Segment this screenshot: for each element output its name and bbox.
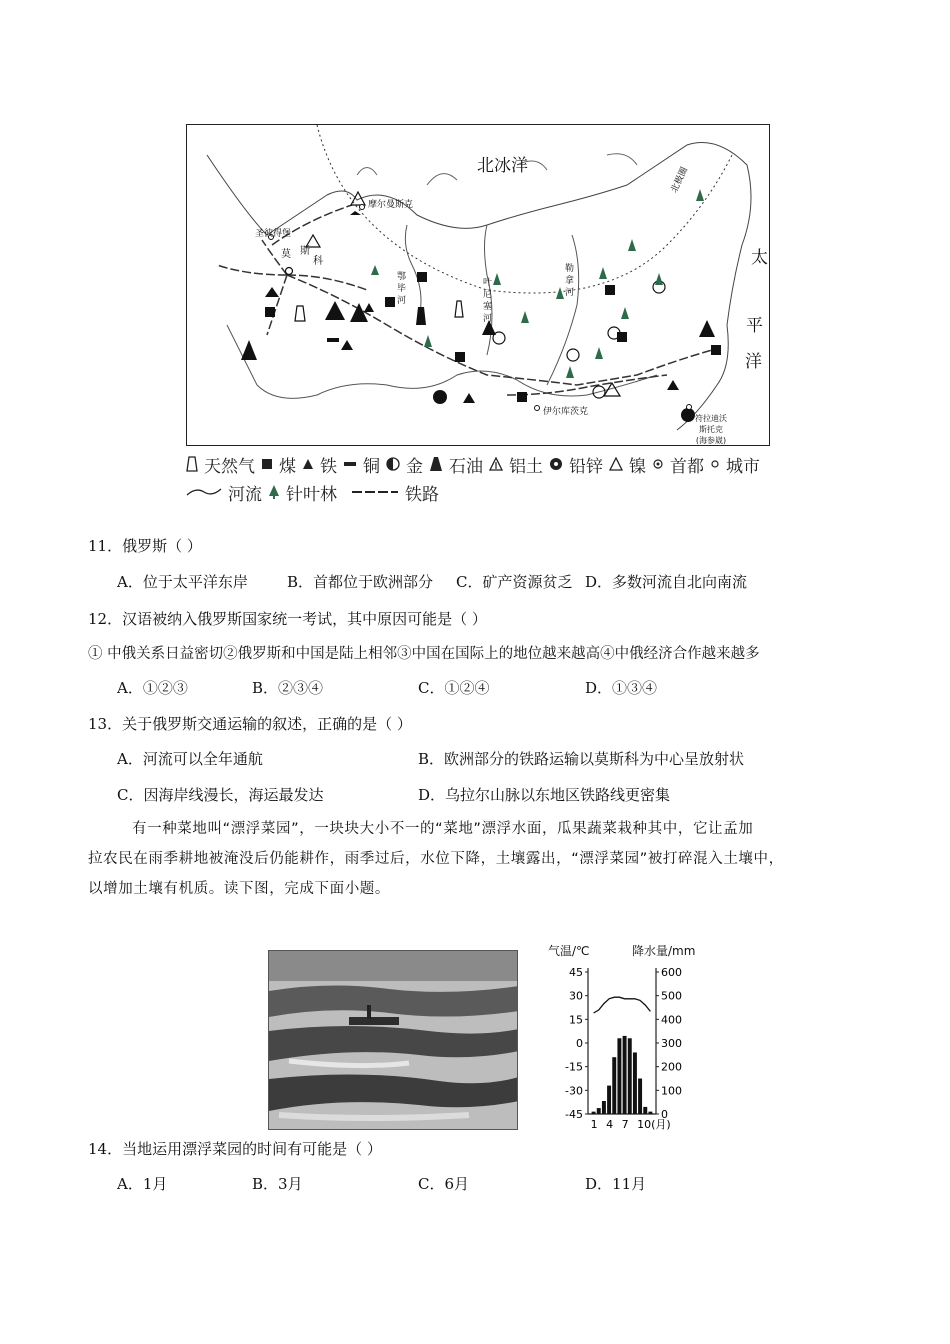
river-yenisei-char: 叶 <box>483 278 493 288</box>
gold-icon <box>386 457 400 471</box>
aluminum-icon <box>489 457 503 471</box>
russia-resource-map <box>186 124 770 446</box>
lead-zinc-symbol <box>681 408 695 422</box>
legend-gas: 天然气 <box>204 456 255 477</box>
legend-forest: 针叶林 <box>286 484 337 505</box>
city-dot <box>360 205 365 210</box>
q12-option-d[interactable]: D．①③④ <box>585 679 658 697</box>
river-ob-char: 毕 <box>397 284 407 294</box>
coal-symbol <box>265 307 275 317</box>
precip-bar <box>638 1079 642 1115</box>
river-lena-char: 勒 <box>565 264 575 274</box>
q13-option-a[interactable]: A．河流可以全年通航 <box>117 750 263 768</box>
river-icon <box>186 485 222 499</box>
river-yenisei-char: 尼 <box>483 290 493 300</box>
copper-icon <box>343 460 357 468</box>
coastline-south <box>227 325 657 398</box>
lead-zinc-icon <box>549 457 563 471</box>
q13-option-b[interactable]: B．欧洲部分的铁路运输以莫斯科为中心呈放射状 <box>418 750 745 768</box>
legend-nickel: 镍 <box>629 456 646 477</box>
climate-chart-temp-title: 气温/℃ <box>548 944 590 958</box>
q11-option-c[interactable]: C．矿产资源贫乏 <box>456 573 573 591</box>
q11-option-b[interactable]: B．首都位于欧洲部分 <box>287 573 434 591</box>
railway-icon <box>351 487 399 497</box>
city-st-petersburg: 圣彼得堡 <box>255 229 292 239</box>
legend-row-2 <box>186 478 786 506</box>
month-label: 1 <box>590 1118 598 1131</box>
month-label: 10(月) <box>637 1118 671 1131</box>
precip-bar <box>623 1036 627 1114</box>
ocean-pacific-label-2: 平 <box>746 316 763 336</box>
nickel-symbol <box>351 192 365 205</box>
railway-moscow-murmansk <box>272 205 352 245</box>
ocean-pacific-label-3: 洋 <box>745 352 762 372</box>
vladivostok-line-1: 符拉迪沃 <box>695 414 727 423</box>
city-vladivostok <box>695 413 727 446</box>
vladivostok-line-3: (海参崴) <box>695 436 727 445</box>
nickel-icon <box>609 457 623 471</box>
legend-copper: 铜 <box>363 456 380 477</box>
precip-bar <box>607 1086 611 1114</box>
legend-oil: 石油 <box>449 456 483 477</box>
gas-symbol <box>416 307 426 325</box>
q12-option-a[interactable]: A．①②③ <box>117 679 188 697</box>
precip-tick-label: 500 <box>661 989 682 1003</box>
city-moscow-3: 科 <box>313 256 323 267</box>
oil-symbol <box>265 287 279 297</box>
temp-tick-label: -15 <box>565 1060 583 1074</box>
precip-tick-label: 0 <box>661 1108 668 1121</box>
river-lena <box>547 235 579 385</box>
precip-tick-label: 600 <box>661 966 682 979</box>
coal-icon <box>261 458 273 470</box>
precip-tick-label: 100 <box>661 1084 682 1098</box>
climate-chart-svg <box>548 942 708 1132</box>
oil-symbol <box>699 320 715 337</box>
iron-icon <box>302 458 314 470</box>
month-label: 7 <box>621 1118 629 1131</box>
river-yenisei-char: 河 <box>483 314 493 324</box>
oil-symbol <box>350 211 361 215</box>
river-ob-char: 鄂 <box>397 272 407 282</box>
river-lena-char: 拿 <box>565 276 575 286</box>
oil-symbol <box>241 340 257 360</box>
gas-icon <box>186 456 198 472</box>
legend-aluminum: 铝土 <box>509 456 543 477</box>
climate-chart-precip-title: 降水量/mm <box>632 944 696 958</box>
gas-symbol <box>455 301 463 317</box>
q13-option-d[interactable]: D．乌拉尔山脉以东地区铁路线更密集 <box>418 786 671 804</box>
precip-bar <box>648 1112 652 1114</box>
gold-symbol <box>567 349 579 361</box>
city-moscow-2: 斯 <box>300 246 310 257</box>
legend-lead-zinc: 铅锌 <box>569 456 603 477</box>
precip-tick-label: 200 <box>661 1060 682 1074</box>
precip-bar <box>612 1057 616 1114</box>
legend-river: 河流 <box>228 484 262 505</box>
vladivostok-line-2: 斯托克 <box>699 425 723 434</box>
gold-symbol <box>493 332 505 344</box>
capital-icon <box>652 458 664 470</box>
oil-icon <box>429 456 443 472</box>
q14-option-c[interactable]: C．6月 <box>418 1175 470 1193</box>
legend-iron: 铁 <box>320 456 337 477</box>
coal-symbol <box>455 352 465 362</box>
iron-symbol <box>341 340 353 350</box>
legend-gold: 金 <box>406 456 423 477</box>
oil-symbol <box>325 301 345 320</box>
q14-stem: 14．当地运用漂浮菜园的时间有可能是（ ） <box>88 1140 382 1158</box>
river-yenisei-label <box>483 277 493 325</box>
lead-zinc-symbol <box>433 390 447 404</box>
ocean-pacific-label-1: 太 <box>751 248 768 268</box>
q12-option-c[interactable]: C．①②④ <box>418 679 490 697</box>
city-moscow-1: 莫 <box>281 249 291 260</box>
map-legend <box>186 450 786 506</box>
precip-bar <box>602 1101 606 1114</box>
precip-tick-label: 400 <box>661 1013 682 1027</box>
q13-option-c[interactable]: C．因海岸线漫长，海运最发达 <box>117 786 324 804</box>
precip-bar <box>592 1112 596 1114</box>
floating-garden-illustration <box>269 951 518 1130</box>
city-murmansk: 摩尔曼斯克 <box>368 200 414 210</box>
arctic-circle-label: 北极圈 <box>669 165 691 195</box>
q12-stem: 12．汉语被纳入俄罗斯国家统一考试，其中原因可能是（ ） <box>88 610 487 628</box>
q14-option-a[interactable]: A．1月 <box>117 1175 168 1193</box>
coal-symbol <box>711 345 721 355</box>
temp-tick-label: -45 <box>565 1108 583 1121</box>
precip-bar <box>628 1038 632 1114</box>
precip-bar <box>597 1108 601 1114</box>
gas-symbol <box>295 306 305 321</box>
q14-option-b[interactable]: B．3月 <box>252 1175 303 1193</box>
q13-stem: 13．关于俄罗斯交通运输的叙述，正确的是（ ） <box>88 715 412 733</box>
city-irkutsk: 伊尔库茨克 <box>543 407 589 417</box>
city-icon <box>710 459 720 469</box>
passage-line-1: 有一种菜地叫“漂浮菜园”，一块块大小不一的“菜地”漂浮水面，瓜果蔬菜栽种其中，它让孟加 <box>132 821 754 837</box>
railway-moscow-south <box>217 265 367 335</box>
q11-option-d[interactable]: D．多数河流自北向南流 <box>585 573 748 591</box>
coal-symbol <box>385 297 395 307</box>
river-lena-label <box>565 263 575 299</box>
passage <box>88 814 868 904</box>
coniferous-tree-icon <box>268 484 280 500</box>
coal-symbol <box>605 285 615 295</box>
passage-line-2: 拉农民在雨季耕地被淹没后仍能耕作，雨季过后，水位下降，土壤露出，“漂浮菜园”被打碎混入土壤中， <box>88 851 784 867</box>
precip-bar <box>633 1052 637 1114</box>
precip-tick-label: 300 <box>661 1037 682 1050</box>
river-yenisei-char: 塞 <box>483 302 493 312</box>
coal-symbol <box>417 272 427 282</box>
coal-symbol <box>517 392 527 402</box>
q12-option-b[interactable]: B．②③④ <box>252 679 324 697</box>
precip-bar <box>643 1107 647 1114</box>
iron-symbol <box>667 380 679 390</box>
iron-symbol <box>364 303 374 312</box>
q14-option-d[interactable]: D．11月 <box>585 1175 647 1193</box>
legend-row-1 <box>186 450 786 478</box>
legend-city: 城市 <box>726 456 760 477</box>
floating-garden-photo <box>268 950 518 1130</box>
legend-railway: 铁路 <box>405 484 439 505</box>
city-dot <box>687 405 692 410</box>
legend-capital: 首都 <box>670 456 704 477</box>
temp-tick-label: 0 <box>576 1037 583 1050</box>
temp-tick-label: 30 <box>569 989 583 1003</box>
q11-option-a[interactable]: A．位于太平洋东岸 <box>117 573 248 591</box>
copper-symbol <box>327 338 339 342</box>
precip-bar <box>617 1038 621 1114</box>
river-ob-label <box>397 271 407 307</box>
city-dot <box>535 406 540 411</box>
legend-coal: 煤 <box>279 456 296 477</box>
climate-chart <box>548 942 708 1132</box>
capital-moscow <box>286 268 293 275</box>
railway-baikal-amur <box>507 375 667 395</box>
q11-stem: 11．俄罗斯（ ） <box>88 537 202 555</box>
river-ob-char: 河 <box>397 296 407 306</box>
river-lena-char: 河 <box>565 288 575 298</box>
temperature-line <box>594 997 651 1013</box>
temp-tick-label: 15 <box>569 1013 583 1027</box>
temp-tick-label: -30 <box>565 1084 583 1098</box>
q12-statements: ① 中俄关系日益密切②俄罗斯和中国是陆上相邻③中国在国际上的地位越来越高④中俄经济合作越来越多 <box>88 646 760 662</box>
month-label: 4 <box>606 1118 614 1131</box>
temp-tick-label: 45 <box>569 966 583 979</box>
ocean-arctic-label: 北冰洋 <box>477 156 528 176</box>
iron-symbol <box>463 393 475 403</box>
passage-line-3: 以增加土壤有机质。读下图，完成下面小题。 <box>88 881 390 897</box>
